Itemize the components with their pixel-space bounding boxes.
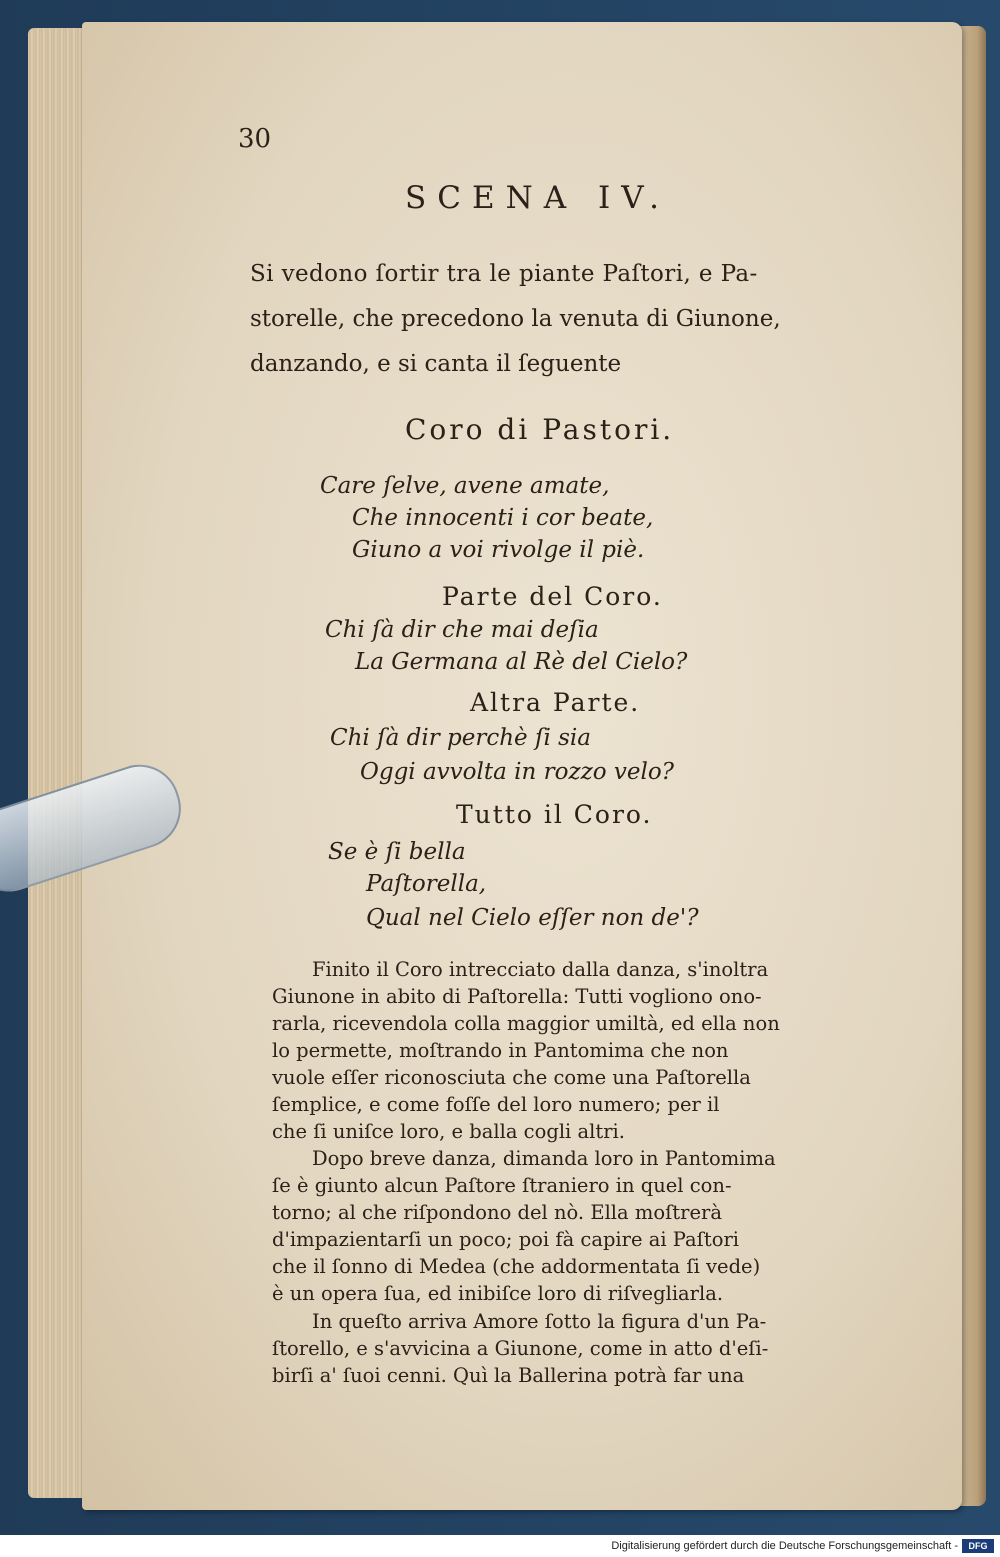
prose-line: lo permette, moſtrando in Pantomima che non <box>272 1039 729 1062</box>
verse-line: Giuno a voi rivolge il piè. <box>352 537 645 563</box>
page-number: 30 <box>238 124 272 154</box>
footer-bar <box>0 1535 1000 1557</box>
part-heading: Parte del Coro. <box>442 582 663 611</box>
verse-line: Chi ſà dir perchè ſi sia <box>330 725 591 751</box>
footer-credit: Digitalisierung gefördert durch die Deutsche Forschungsgemeinschaft - <box>611 1540 958 1552</box>
prose-paragraph <box>272 1145 776 1307</box>
chorus-title: Coro di Pastori. <box>405 413 675 446</box>
prose-line: torno; al che riſpondono del nò. Ella moſtrerà <box>272 1201 722 1224</box>
prose-paragraph <box>272 1308 768 1389</box>
prose-line: Giunone in abito di Paſtorella: Tutti vogliono ono- <box>272 985 762 1008</box>
prose-line: che ſi uniſce loro, e balla cogli altri. <box>272 1120 625 1143</box>
prose-line: d'impazientarſi un poco; poi fà capire ai Paſtori <box>272 1228 740 1251</box>
prose-line: che il ſonno di Medea (che addormentata ſi vede) <box>272 1255 761 1278</box>
prose-line: rarla, ricevendola colla maggior umiltà, ed ella non <box>272 1012 780 1035</box>
stage-direction-line: storelle, che precedono la venuta di Giunone, <box>250 306 781 332</box>
stage-direction-line: danzando, e si canta il ſeguente <box>250 351 622 377</box>
prose-line: ſemplice, e come foſſe del loro numero; per il <box>272 1093 720 1116</box>
dfg-logo: DFG <box>962 1539 994 1553</box>
verse-line: Se è ſi bella <box>328 839 466 865</box>
prose-line: ſtorello, e s'avvicina a Giunone, come in atto d'eſi- <box>272 1337 769 1360</box>
part-heading: Tutto il Coro. <box>456 800 653 829</box>
prose-line: Finito il Coro intrecciato dalla danza, s'inoltra <box>312 958 769 981</box>
verse-line: Care ſelve, avene amate, <box>320 473 610 499</box>
scene-heading: SCENA IV. <box>405 180 671 216</box>
verse-line: Oggi avvolta in rozzo velo? <box>360 759 674 785</box>
prose-line: ſe è giunto alcun Paſtore ſtraniero in quel con- <box>272 1174 732 1197</box>
book-right-edge <box>958 26 986 1506</box>
stage-direction <box>250 252 890 387</box>
verse-line: La Germana al Rè del Cielo? <box>355 649 688 675</box>
part-heading: Altra Parte. <box>470 688 641 717</box>
prose-line: In queſto arriva Amore ſotto la figura d'un Pa- <box>312 1310 767 1333</box>
prose-line: birſi a' ſuoi cenni. Quì la Ballerina potrà far una <box>272 1364 745 1387</box>
verse-line: Chi ſà dir che mai deſia <box>325 617 599 643</box>
prose-paragraph <box>272 956 780 1145</box>
prose-line: vuole eſſer riconosciuta che come una Paſtorella <box>272 1066 751 1089</box>
prose-line: è un opera ſua, ed inibiſce loro di riſvegliarla. <box>272 1282 724 1305</box>
verse-line: Qual nel Cielo eſſer non de'? <box>366 905 699 931</box>
stage-direction-line: Si vedono ſortir tra le piante Paſtori, e Pa- <box>250 261 758 287</box>
prose-line: Dopo breve danza, dimanda loro in Pantomima <box>312 1147 776 1170</box>
verse-line: Che innocenti i cor beate, <box>352 505 654 531</box>
verse-line: Paſtorella, <box>366 871 487 897</box>
